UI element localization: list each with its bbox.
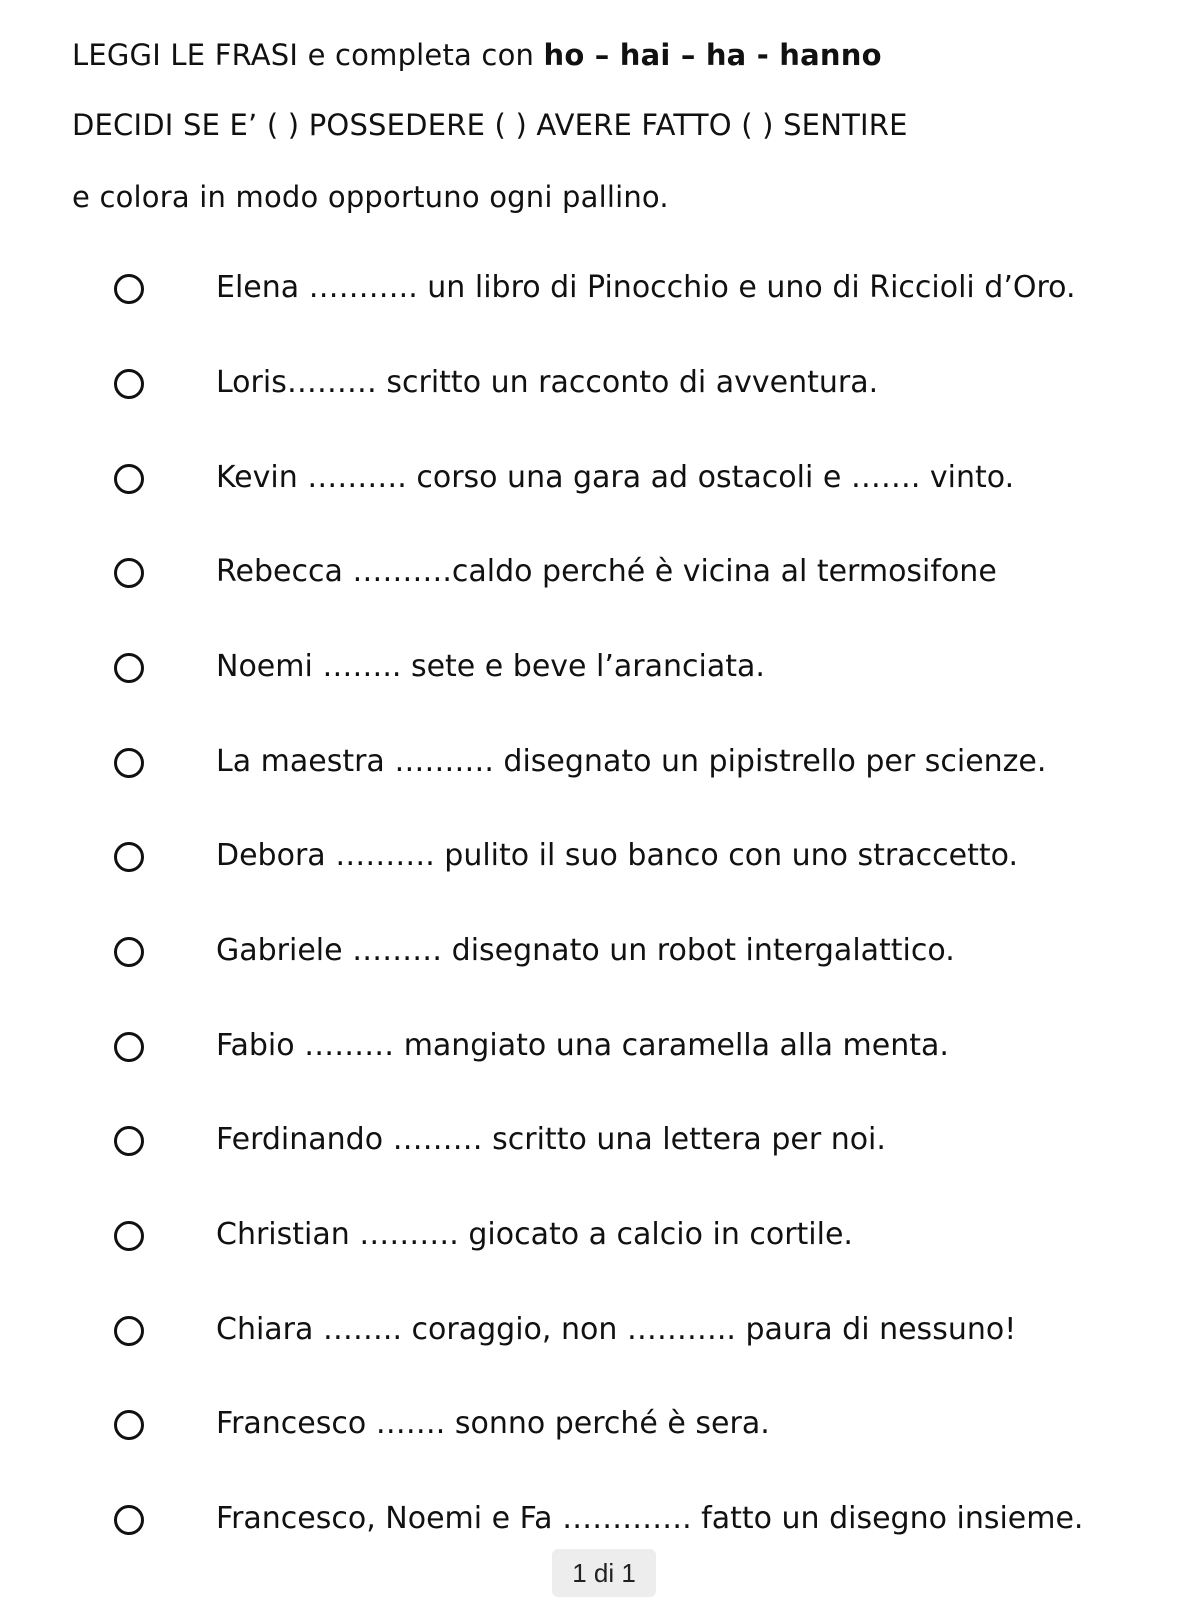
circle-bullet-icon[interactable] xyxy=(114,558,144,588)
sentence-text: Kevin ………. corso una gara ad ostacoli e ……. vinto. xyxy=(216,460,1015,495)
instruction-line-2: DECIDI SE E’ ( ) POSSEDERE ( ) AVERE FATTO ( ) SENTIRE xyxy=(72,108,908,142)
sentence-text: Loris……… scritto un racconto di avventura. xyxy=(216,365,879,400)
circle-bullet-icon[interactable] xyxy=(114,1032,144,1062)
sentence-text: Christian ………. giocato a calcio in cortile. xyxy=(216,1217,853,1252)
circle-bullet-icon[interactable] xyxy=(114,464,144,494)
list-item xyxy=(0,1312,1200,1376)
circle-bullet-icon[interactable] xyxy=(114,1505,144,1535)
sentence-text: Francesco ……. sonno perché è sera. xyxy=(216,1406,770,1441)
list-item xyxy=(0,1217,1200,1281)
sentence-text: La maestra ………. disegnato un pipistrello per scienze. xyxy=(216,744,1047,779)
circle-bullet-icon[interactable] xyxy=(114,653,144,683)
instruction-line-3: e colora in modo opportuno ogni pallino. xyxy=(72,180,669,214)
sentence-text: Noemi …….. sete e beve l’aranciata. xyxy=(216,649,765,684)
list-item xyxy=(0,1122,1200,1186)
sentence-text: Francesco, Noemi e Fa …………. fatto un disegno insieme. xyxy=(216,1501,1084,1536)
instruction-options: ho – hai – ha - hanno xyxy=(543,38,882,72)
circle-bullet-icon[interactable] xyxy=(114,748,144,778)
list-item xyxy=(0,744,1200,808)
sentence-text: Debora ………. pulito il suo banco con uno straccetto. xyxy=(216,838,1018,873)
list-item xyxy=(0,1028,1200,1092)
sentence-text: Ferdinando ……… scritto una lettera per noi. xyxy=(216,1122,886,1157)
sentence-text: Gabriele ……… disegnato un robot intergalattico. xyxy=(216,933,955,968)
page-indicator: 1 di 1 xyxy=(552,1549,656,1597)
sentence-text: Rebecca ……….caldo perché è vicina al termosifone xyxy=(216,554,997,589)
instruction-prefix: LEGGI LE FRASI e completa con xyxy=(72,38,544,72)
list-item xyxy=(0,554,1200,618)
circle-bullet-icon[interactable] xyxy=(114,274,144,304)
circle-bullet-icon[interactable] xyxy=(114,1316,144,1346)
circle-bullet-icon[interactable] xyxy=(114,369,144,399)
list-item xyxy=(0,838,1200,902)
list-item xyxy=(0,1406,1200,1470)
sentence-text: Elena ……….. un libro di Pinocchio e uno di Riccioli d’Oro. xyxy=(216,270,1076,305)
sentence-text: Chiara …….. coraggio, non ……….. paura di nessuno! xyxy=(216,1312,1017,1347)
list-item xyxy=(0,933,1200,997)
circle-bullet-icon[interactable] xyxy=(114,937,144,967)
circle-bullet-icon[interactable] xyxy=(114,1410,144,1440)
list-item xyxy=(0,365,1200,429)
list-item xyxy=(0,649,1200,713)
sentence-text: Fabio ……… mangiato una caramella alla menta. xyxy=(216,1028,949,1063)
circle-bullet-icon[interactable] xyxy=(114,1221,144,1251)
circle-bullet-icon[interactable] xyxy=(114,1126,144,1156)
instruction-line-1 xyxy=(72,38,882,72)
list-item xyxy=(0,460,1200,524)
list-item xyxy=(0,270,1200,334)
circle-bullet-icon[interactable] xyxy=(114,842,144,872)
